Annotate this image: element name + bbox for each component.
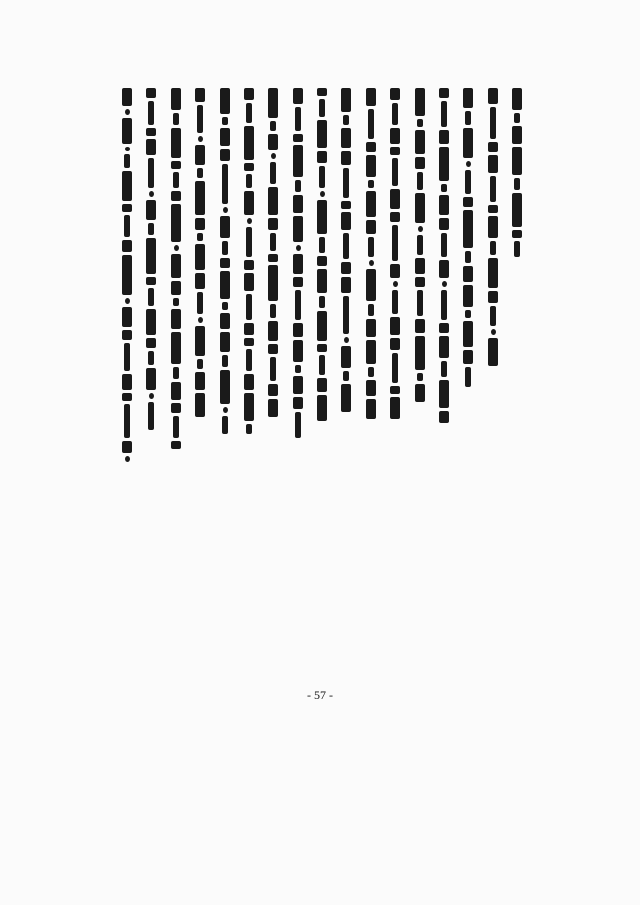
script-glyph [418, 226, 423, 232]
script-glyph [173, 416, 179, 438]
script-glyph [293, 134, 303, 142]
script-glyph [390, 212, 400, 222]
script-glyph [465, 367, 471, 387]
script-glyph [173, 172, 179, 188]
script-line [195, 88, 205, 668]
script-glyph [341, 151, 351, 165]
script-glyph [293, 340, 303, 362]
script-glyph [317, 395, 327, 421]
script-glyph [171, 88, 181, 110]
script-line [415, 88, 425, 668]
script-glyph [244, 191, 254, 215]
script-glyph [195, 273, 205, 289]
script-glyph [197, 105, 203, 133]
script-line [488, 88, 498, 668]
script-glyph [146, 368, 156, 390]
script-glyph [512, 88, 522, 110]
script-glyph [390, 397, 400, 419]
script-glyph [247, 218, 252, 224]
script-line [317, 88, 327, 668]
script-glyph [368, 367, 374, 377]
script-line [220, 88, 230, 668]
script-glyph [417, 235, 423, 255]
script-glyph [463, 321, 473, 347]
script-glyph [244, 126, 254, 160]
script-glyph [146, 88, 156, 98]
script-glyph [320, 191, 325, 197]
script-glyph [220, 370, 230, 404]
script-glyph [488, 88, 498, 104]
script-glyph [366, 380, 376, 396]
script-glyph [463, 88, 473, 108]
script-glyph [122, 374, 132, 390]
script-glyph [344, 337, 349, 343]
script-glyph [122, 307, 132, 327]
script-glyph [319, 296, 325, 308]
script-glyph [393, 281, 398, 287]
script-glyph [293, 323, 303, 337]
script-glyph [295, 365, 301, 373]
script-glyph [246, 227, 252, 257]
script-glyph [270, 357, 276, 381]
script-glyph [368, 180, 374, 188]
script-glyph [246, 349, 252, 371]
script-glyph [146, 128, 156, 136]
script-glyph [146, 338, 156, 348]
script-glyph [341, 262, 351, 274]
script-glyph [171, 441, 181, 449]
script-glyph [246, 424, 252, 434]
script-glyph [417, 373, 423, 381]
script-glyph [319, 166, 325, 188]
script-glyph [514, 178, 520, 190]
script-glyph [195, 218, 205, 230]
script-line [293, 88, 303, 668]
script-glyph [343, 371, 349, 381]
script-glyph [366, 191, 376, 217]
script-line [341, 88, 351, 668]
script-glyph [174, 245, 179, 251]
script-glyph [463, 266, 473, 282]
script-glyph [293, 376, 303, 394]
script-line [122, 88, 132, 668]
script-glyph [514, 113, 520, 123]
script-glyph [490, 176, 496, 202]
script-glyph [293, 397, 303, 409]
script-glyph [148, 402, 154, 430]
script-glyph [415, 336, 425, 370]
script-glyph [148, 351, 154, 365]
script-glyph [317, 151, 327, 163]
script-glyph [392, 158, 398, 186]
script-glyph [488, 155, 498, 173]
script-glyph [122, 330, 132, 340]
script-glyph [317, 88, 327, 96]
script-line [390, 88, 400, 668]
script-glyph [268, 384, 278, 396]
script-glyph [268, 187, 278, 215]
script-glyph [146, 200, 156, 220]
script-glyph [439, 260, 449, 278]
script-glyph [268, 88, 278, 118]
script-glyph [390, 386, 400, 394]
script-glyph [270, 121, 276, 131]
script-glyph [390, 128, 400, 144]
script-glyph [341, 128, 351, 148]
script-glyph [124, 343, 130, 371]
script-glyph [392, 103, 398, 125]
script-glyph [366, 220, 376, 234]
script-glyph [317, 256, 327, 266]
script-glyph [488, 205, 498, 213]
script-glyph [319, 237, 325, 253]
script-glyph [222, 302, 228, 310]
script-glyph [368, 304, 374, 316]
script-glyph [223, 407, 228, 413]
script-glyph [220, 88, 230, 114]
script-glyph [488, 258, 498, 288]
script-glyph [198, 136, 203, 142]
script-glyph [244, 88, 254, 100]
script-glyph [390, 147, 400, 155]
script-glyph [295, 107, 301, 131]
script-glyph [270, 162, 276, 184]
script-glyph [366, 340, 376, 364]
script-glyph [122, 441, 132, 453]
script-glyph [268, 218, 278, 230]
script-glyph [317, 120, 327, 148]
script-glyph [343, 233, 349, 259]
script-glyph [268, 399, 278, 417]
script-glyph [343, 168, 349, 198]
script-glyph [488, 291, 498, 303]
script-glyph [441, 184, 447, 192]
script-glyph [268, 265, 278, 301]
page-number: - 57 - [307, 688, 333, 702]
script-glyph [441, 101, 447, 127]
script-glyph [465, 170, 471, 194]
script-glyph [244, 374, 254, 390]
script-line [366, 88, 376, 668]
script-glyph [317, 344, 327, 352]
script-glyph [466, 161, 471, 167]
script-glyph [246, 174, 252, 188]
script-glyph [244, 323, 254, 335]
script-glyph [171, 403, 181, 413]
script-glyph [122, 204, 132, 212]
script-glyph [415, 319, 425, 333]
script-glyph [149, 191, 154, 197]
script-glyph [148, 223, 154, 235]
script-glyph [271, 153, 276, 159]
script-glyph [512, 126, 522, 144]
script-glyph [317, 200, 327, 234]
script-glyph [463, 350, 473, 364]
script-glyph [124, 404, 130, 438]
script-glyph [491, 329, 496, 335]
script-glyph [222, 355, 228, 367]
script-glyph [368, 109, 374, 139]
script-glyph [195, 181, 205, 215]
script-glyph [390, 338, 400, 350]
script-glyph [293, 216, 303, 242]
script-glyph [268, 321, 278, 341]
script-glyph [220, 258, 230, 268]
script-glyph [146, 277, 156, 285]
script-glyph [171, 204, 181, 242]
script-glyph [293, 254, 303, 274]
script-line [171, 88, 181, 668]
script-glyph [146, 238, 156, 274]
script-glyph [171, 161, 181, 169]
script-glyph [222, 164, 228, 204]
script-glyph [268, 134, 278, 150]
script-glyph [368, 237, 374, 257]
script-glyph [195, 372, 205, 390]
script-line [146, 88, 156, 668]
script-glyph [341, 346, 351, 368]
script-glyph [146, 139, 156, 155]
script-glyph [488, 338, 498, 366]
script-glyph [390, 264, 400, 278]
script-glyph [122, 393, 132, 401]
script-glyph [343, 296, 349, 334]
script-glyph [244, 393, 254, 421]
script-glyph [125, 147, 130, 151]
script-glyph [463, 128, 473, 158]
script-glyph [465, 111, 471, 125]
script-glyph [439, 147, 449, 181]
script-glyph [244, 338, 254, 346]
script-glyph [439, 336, 449, 358]
script-glyph [366, 88, 376, 106]
script-glyph [366, 319, 376, 337]
script-glyph [125, 298, 130, 304]
script-glyph [465, 310, 471, 318]
script-glyph [488, 216, 498, 238]
script-glyph [366, 269, 376, 301]
script-glyph [439, 411, 449, 423]
vertical-script-text-block [122, 88, 522, 668]
script-glyph [463, 285, 473, 307]
script-glyph [439, 195, 449, 215]
script-glyph [268, 344, 278, 354]
script-glyph [293, 145, 303, 177]
script-glyph [223, 207, 228, 213]
script-glyph [343, 115, 349, 125]
script-glyph [390, 88, 400, 100]
script-line [268, 88, 278, 668]
script-glyph [463, 210, 473, 248]
script-glyph [341, 212, 351, 230]
script-glyph [122, 255, 132, 295]
script-glyph [415, 130, 425, 154]
script-glyph [171, 382, 181, 400]
script-glyph [341, 88, 351, 112]
script-glyph [369, 260, 374, 266]
script-glyph [319, 99, 325, 117]
script-glyph [173, 367, 179, 379]
script-glyph [490, 107, 496, 139]
script-glyph [417, 119, 423, 127]
script-glyph [197, 168, 203, 178]
script-glyph [415, 277, 425, 287]
script-glyph [341, 277, 351, 293]
script-glyph [366, 155, 376, 177]
script-glyph [148, 158, 154, 188]
script-glyph [512, 193, 522, 227]
script-glyph [222, 416, 228, 434]
script-glyph [222, 241, 228, 255]
script-glyph [148, 101, 154, 125]
script-glyph [122, 118, 132, 144]
script-glyph [439, 88, 449, 98]
script-glyph [442, 281, 447, 287]
script-glyph [125, 456, 130, 462]
script-glyph [390, 317, 400, 335]
script-glyph [512, 147, 522, 175]
script-line [512, 88, 522, 668]
script-glyph [441, 233, 447, 257]
script-glyph [171, 332, 181, 364]
script-glyph [171, 191, 181, 201]
script-glyph [366, 142, 376, 152]
script-glyph [417, 172, 423, 190]
script-glyph [317, 378, 327, 392]
script-line [244, 88, 254, 668]
script-glyph [293, 277, 303, 287]
script-glyph [390, 189, 400, 209]
script-glyph [220, 216, 230, 238]
script-glyph [149, 393, 154, 399]
script-glyph [171, 128, 181, 158]
script-glyph [366, 399, 376, 419]
script-glyph [244, 260, 254, 270]
script-glyph [439, 323, 449, 333]
script-glyph [490, 306, 496, 326]
script-glyph [244, 163, 254, 171]
script-glyph [171, 309, 181, 329]
script-glyph [220, 332, 230, 352]
script-glyph [171, 254, 181, 278]
script-line [463, 88, 473, 668]
script-glyph [124, 215, 130, 237]
script-glyph [124, 154, 130, 168]
script-glyph [148, 288, 154, 306]
script-glyph [415, 384, 425, 402]
script-glyph [296, 245, 301, 251]
script-glyph [392, 290, 398, 314]
script-glyph [198, 317, 203, 323]
script-glyph [341, 384, 351, 412]
script-glyph [195, 326, 205, 356]
script-glyph [295, 180, 301, 192]
script-glyph [173, 113, 179, 125]
script-glyph [392, 353, 398, 383]
script-glyph [195, 393, 205, 417]
script-glyph [488, 142, 498, 152]
script-glyph [441, 290, 447, 320]
script-glyph [415, 157, 425, 169]
script-glyph [417, 290, 423, 316]
script-line [439, 88, 449, 668]
script-glyph [317, 269, 327, 293]
script-glyph [392, 225, 398, 261]
script-glyph [293, 88, 303, 104]
script-glyph [512, 230, 522, 238]
script-glyph [415, 258, 425, 274]
script-glyph [439, 218, 449, 230]
script-glyph [220, 271, 230, 299]
script-glyph [246, 294, 252, 320]
script-glyph [463, 197, 473, 207]
script-glyph [195, 88, 205, 102]
script-glyph [514, 241, 520, 257]
script-glyph [268, 254, 278, 262]
script-glyph [125, 109, 130, 115]
script-glyph [439, 380, 449, 408]
script-glyph [415, 193, 425, 223]
script-glyph [220, 128, 230, 146]
script-glyph [173, 298, 179, 306]
script-glyph [122, 171, 132, 201]
script-glyph [270, 233, 276, 251]
script-glyph [244, 273, 254, 291]
script-glyph [195, 244, 205, 270]
script-glyph [222, 117, 228, 125]
script-glyph [441, 361, 447, 377]
script-glyph [197, 292, 203, 314]
script-glyph [220, 149, 230, 161]
script-glyph [439, 130, 449, 144]
script-glyph [295, 290, 301, 320]
script-glyph [295, 412, 301, 438]
script-glyph [197, 359, 203, 369]
script-glyph [197, 233, 203, 241]
script-glyph [490, 241, 496, 255]
script-glyph [465, 251, 471, 263]
script-glyph [341, 201, 351, 209]
script-glyph [317, 311, 327, 341]
script-glyph [246, 103, 252, 123]
script-glyph [146, 309, 156, 335]
script-glyph [270, 304, 276, 318]
script-glyph [319, 355, 325, 375]
script-glyph [195, 145, 205, 165]
script-glyph [415, 88, 425, 116]
script-glyph [171, 281, 181, 295]
script-glyph [293, 195, 303, 213]
script-glyph [122, 88, 132, 106]
script-glyph [122, 240, 132, 252]
script-glyph [220, 313, 230, 329]
